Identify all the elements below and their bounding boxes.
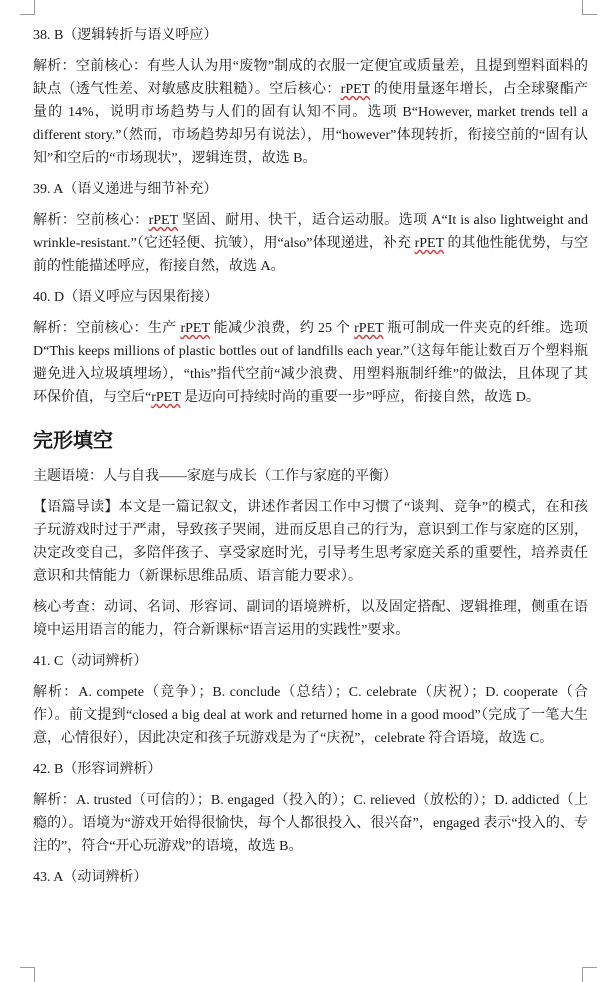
spellcheck-underline: rPET xyxy=(151,390,181,405)
answer-heading-43: 43. A（动词辨析） xyxy=(33,870,148,885)
theme-context: 主题语境：人与自我——家庭与成长（工作与家庭的平衡） xyxy=(33,469,397,484)
crop-mark-bottom-right xyxy=(582,967,597,982)
analysis-40: 解析：空前核心：生产 rPET 能减少浪费，约 25 个 rPET 瓶可制成一件夹克的纤维。选项 D“This keeps millions of plastic bottles out of landfills each year.”（这每年能让数百万个塑料瓶避免进入垃圾填埋场），“this”指代空前“减少浪费、用塑料瓶制纤维”的做法，且体现了其环保价值，与空后“rPET 是迈向可持续时尚的重要一步”呼应，衔接自然，故选 D。 xyxy=(33,321,589,405)
answer-heading-38: 38. B（逻辑转折与语义呼应） xyxy=(33,28,218,43)
analysis-39: 解析：空前核心：rPET 坚固、耐用、快干，适合运动服。选项 A“It is also lightweight and wrinkle-resistant.”（它还轻便、抗皱），用“also”体现递进，补充 rPET 的其他性能优势，与空前的性能描述呼应，衔接自然，故选 A。 xyxy=(33,213,589,274)
spellcheck-underline: rPET xyxy=(148,213,178,228)
crop-mark-bottom-left xyxy=(20,967,35,982)
spellcheck-underline: rPET xyxy=(354,321,384,336)
section-title: 完形填空 xyxy=(33,428,113,452)
spellcheck-underline: rPET xyxy=(180,321,210,336)
spellcheck-underline: rPET xyxy=(340,82,370,97)
crop-mark-top-left xyxy=(20,0,35,15)
core-assessment: 核心考查：动词、名词、形容词、副词的语境辨析，以及固定搭配、逻辑推理，侧重在语境中运用语言的能力，符合新课标“语言运用的实践性”要求。 xyxy=(33,600,588,638)
crop-mark-top-right xyxy=(582,0,597,15)
analysis-41: 解析：A. compete（竞争）；B. conclude（总结）；C. celebrate（庆祝）；D. cooperate（合作）。前文提到“closed a big deal at work and returned home in a good mood”（完成了一笔大生意，心情很好），因此决定和孩子玩游戏是为了“庆祝”，celebrate 符合语境，故选 C。 xyxy=(33,685,588,746)
spellcheck-underline: rPET xyxy=(414,236,444,251)
analysis-38: 解析：空前核心：有些人认为用“废物”制成的衣服一定便宜或质量差，且提到塑料面料的缺点（透气性差、对敏感皮肤粗糙）。空后核心：rPET 的使用量逐年增长，占全球聚酯产量的 14%，说明市场趋势与人们的固有认知不同。选项 B“However, market trends tell a different story.”（然而，市场趋势却另有说法），用“however”体现转折，衔接空前的“固有认知”和空后的“市场现状”，逻辑连贯，故选 B。 xyxy=(33,59,589,166)
answer-heading-40: 40. D（语义呼应与因果衔接） xyxy=(33,290,219,305)
passage-guide: 【语篇导读】本文是一篇记叙文，讲述作者因工作中习惯了“谈判、竞争”的模式，在和孩子玩游戏时过于严肃，导致孩子哭闹，进而反思自己的行为，意识到工作与家庭的区别，决定改变自己，多陪伴孩子、享受家庭时光，引导考生思考家庭关系的重要性，培养责任意识和共情能力（新课标思维品质、语言能力要求）。 xyxy=(33,500,588,584)
answer-heading-39: 39. A（语义递进与细节补充） xyxy=(33,182,218,197)
document-body xyxy=(33,24,588,897)
analysis-42: 解析：A. trusted（可信的）；B. engaged（投入的）；C. relieved（放松的）；D. addicted（上瘾的）。语境为“游戏开始得很愉快，每个人都很投入、很兴奋”，engaged 表示“投入的、专注的”，符合“开心玩游戏”的语境，故选 B。 xyxy=(33,793,588,854)
answer-heading-42: 42. B（形容词辨析） xyxy=(33,762,162,777)
answer-heading-41: 41. C（动词辨析） xyxy=(33,654,148,669)
